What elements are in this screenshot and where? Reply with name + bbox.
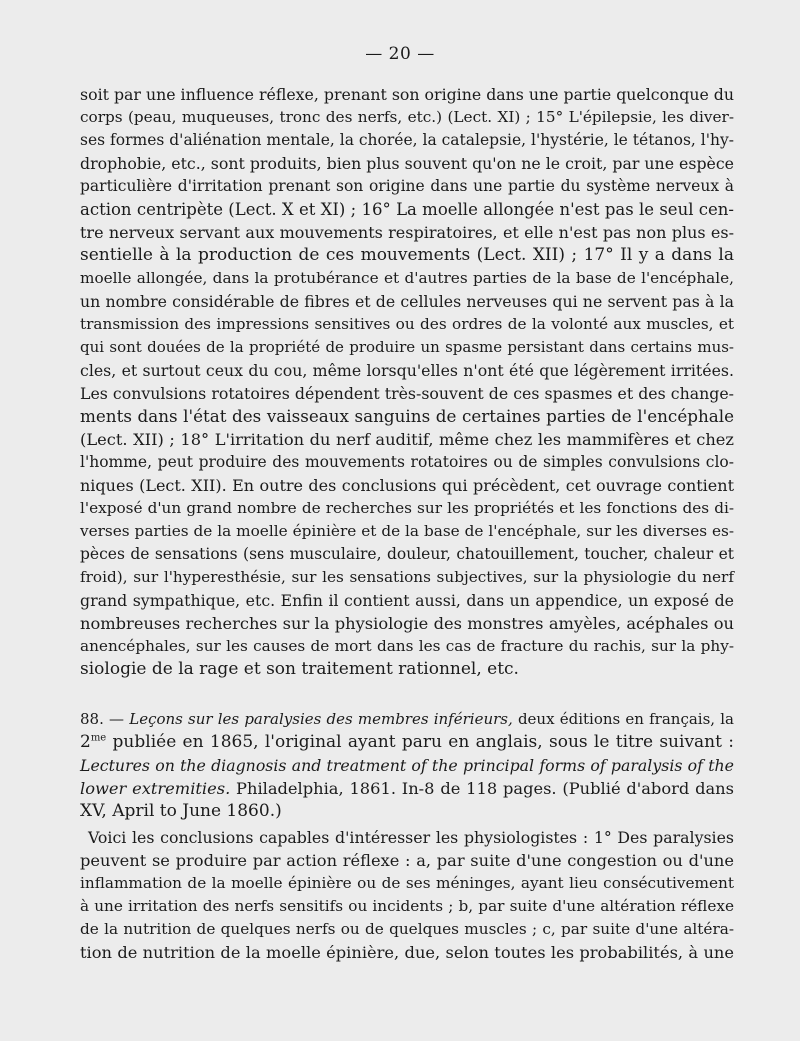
text-line: niques (Lect. XII). En outre des conclusions qui précèdent, cet ouvrage contient <box>80 476 734 495</box>
text-line: nombreuses recherches sur la physiologie des monstres amyèles, acéphales ou <box>80 614 734 633</box>
entry-number: 88. — <box>80 710 125 728</box>
text-line: un nombre considérable de fibres et de cellules nerveuses qui ne servent pas à la <box>80 292 734 311</box>
text-line: peuvent se produire par action réflexe : a, par suite d'une congestion ou d'une <box>80 851 734 870</box>
text-line: ses formes d'aliénation mentale, la chorée, la catalepsie, l'hystérie, le tétanos, l'hy- <box>80 131 734 149</box>
entry-title: Leçons sur les paralysies des membres inférieurs, <box>129 710 513 728</box>
text-line: Voici les conclusions capables d'intéresser les physiologistes : 1° Des paralysies <box>88 828 734 847</box>
entry-original-title-end: lower extremities. <box>80 779 231 798</box>
text-line: pèces de sensations (sens musculaire, douleur, chatouillement, toucher, chaleur et <box>80 545 734 563</box>
text-line: anencéphales, sur les causes de mort dans les cas de fracture du rachis, sur la phy- <box>80 637 734 655</box>
text-line: grand sympathique, etc. Enfin il contient aussi, dans un appendice, un exposé de <box>80 591 734 610</box>
entry-text: deux éditions en français, la <box>517 710 734 728</box>
paragraph-paralysis-conclusions <box>80 826 734 964</box>
entry-line: XV, April to June 1860.) <box>80 801 282 821</box>
text-line: siologie de la rage et son traitement rationnel, etc. <box>80 659 519 679</box>
text-line: froid), sur l'hyperesthésie, sur les sensations subjectives, sur la physiologie du nerf <box>80 568 734 586</box>
text-line: qui sont douées de la propriété de produire un spasme persistant dans certains mus- <box>80 338 734 356</box>
text-line: l'exposé d'un grand nombre de recherches sur les propriétés et les fonctions des di- <box>80 499 734 517</box>
text-line: à une irritation des nerfs sensitifs ou incidents ; b, par suite d'une altération réflexe <box>80 897 734 915</box>
page-number: — 20 — <box>365 44 435 64</box>
text-line: tre nerveux servant aux mouvements respiratoires, et elle n'est pas non plus es- <box>80 223 734 242</box>
edition-superscript: me <box>90 732 107 744</box>
text-line: corps (peau, muqueuses, tronc des nerfs, etc.) (Lect. XI) ; 15° L'épilepsie, les diver- <box>80 108 734 126</box>
text-line: l'homme, peut produire des mouvements rotatoires ou de simples convulsions clo- <box>80 453 734 471</box>
text-line: moelle allongée, dans la protubérance et d'autres parties de la base de l'encéphale, <box>80 269 734 287</box>
text-line: ments dans l'état des vaisseaux sanguins de certaines parties de l'encéphale <box>80 406 734 426</box>
entry-text: Philadelphia, 1861. In-8 de 118 pages. (Publié d'abord dans <box>236 779 734 798</box>
entry-line <box>80 731 734 754</box>
text-line: tion de nutrition de la moelle épinière, due, selon toutes les probabilités, à une <box>80 943 734 962</box>
text-line: particulière d'irritation prenant son origine dans une partie du système nerveux à <box>80 177 734 195</box>
text-line: verses parties de la moelle épinière et de la base de l'encéphale, sur les diverses es- <box>80 522 734 540</box>
text-line: de la nutrition de quelques nerfs ou de quelques muscles ; c, par suite d'une altéra- <box>80 920 734 938</box>
bibliography-entry-88 <box>80 708 734 823</box>
text-line: sentielle à la production de ces mouvements (Lect. XII) ; 17° Il y a dans la <box>80 245 734 265</box>
entry-text: publiée en 1865, l'original ayant paru en anglais, sous le titre suivant : <box>112 732 734 752</box>
text-line: transmission des impressions sensitives ou des ordres de la volonté aux muscles, et <box>80 315 734 333</box>
edition-number: 2 <box>80 732 91 752</box>
text-line: action centripète (Lect. X et XI) ; 16° La moelle allongée n'est pas le seul cen- <box>80 200 734 219</box>
entry-original-title: Lectures on the diagnosis and treatment of the principal forms of paralysis of the <box>80 756 734 775</box>
text-line: inflammation de la moelle épinière ou de ses méninges, ayant lieu consécutivement <box>80 874 734 892</box>
paragraph-conclusions-continued <box>80 83 734 681</box>
text-line: (Lect. XII) ; 18° L'irritation du nerf auditif, même chez les mammifères et chez <box>80 430 734 449</box>
entry-line <box>80 777 734 800</box>
text-line: drophobie, etc., sont produits, bien plus souvent qu'on ne le croit, par une espèce <box>80 154 734 173</box>
text-line: cles, et surtout ceux du cou, même lorsqu'elles n'ont été que légèrement irritées. <box>80 361 734 380</box>
entry-line <box>80 708 734 731</box>
text-line: soit par une influence réflexe, prenant son origine dans une partie quelconque du <box>80 85 735 104</box>
text-line: Les convulsions rotatoires dépendent très-souvent de ces spasmes et des change- <box>80 384 734 403</box>
